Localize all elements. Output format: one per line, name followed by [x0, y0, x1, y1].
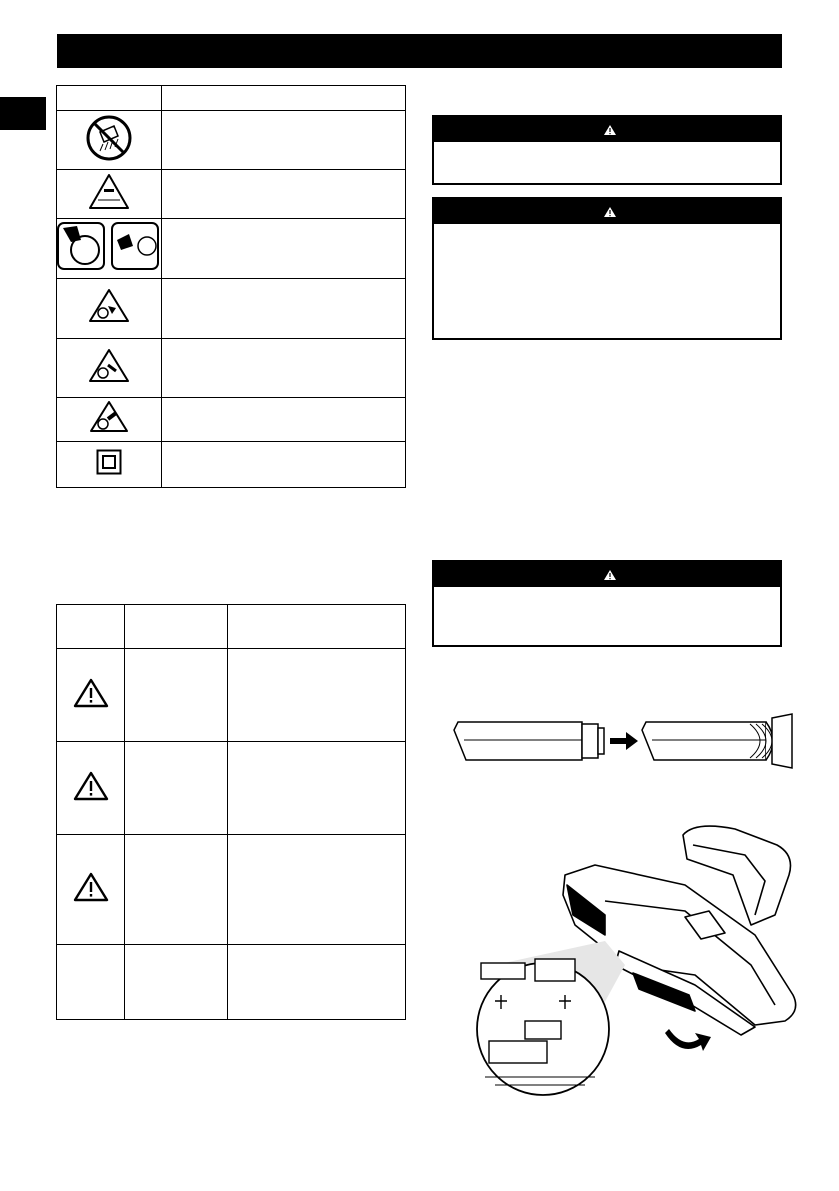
symbol-description	[162, 339, 406, 398]
no-rain-icon	[85, 114, 133, 162]
table-header-row	[57, 86, 406, 111]
table-row	[57, 170, 406, 219]
warning-box-header	[434, 199, 780, 224]
symbol-description	[162, 219, 406, 279]
signal-word	[125, 835, 228, 945]
warning-triangle-icon	[73, 677, 109, 709]
signal-meaning	[228, 945, 406, 1020]
warning-triangle-icon	[603, 124, 617, 136]
table-row	[57, 835, 406, 945]
table-row	[57, 649, 406, 742]
symbol-description	[162, 442, 406, 488]
arrow-right-icon	[610, 732, 638, 750]
warning-triangle-icon	[73, 871, 109, 903]
symbol-description	[162, 170, 406, 219]
signal-word	[125, 945, 228, 1020]
table-row	[57, 339, 406, 398]
signal-meaning	[228, 742, 406, 835]
symbol-description	[162, 111, 406, 170]
table-row	[57, 742, 406, 835]
symbol-description	[162, 398, 406, 442]
table-row	[57, 945, 406, 1020]
blower-latch-illustration	[455, 815, 810, 1097]
signal-word	[125, 742, 228, 835]
warning-triangle-icon	[603, 569, 617, 581]
table-header-cell	[57, 605, 125, 649]
double-insulation-icon	[96, 449, 122, 475]
fan-injury-icon	[88, 288, 130, 324]
table-row	[57, 279, 406, 339]
signal-word	[125, 649, 228, 742]
symbols-table	[56, 85, 406, 488]
warning-box	[432, 115, 782, 185]
table-row	[57, 442, 406, 488]
signal-icon-empty	[57, 945, 125, 1020]
table-header-row	[57, 605, 406, 649]
tube-assembly-illustration	[450, 708, 810, 778]
symbol-description	[162, 279, 406, 339]
rotating-impeller-hand-icon	[57, 220, 161, 272]
warning-box	[432, 560, 782, 647]
signal-meaning	[228, 649, 406, 742]
warning-triangle-icon	[73, 770, 109, 802]
fan-injury-icon-2	[88, 348, 130, 384]
warning-box	[432, 197, 782, 340]
table-header-cell	[125, 605, 228, 649]
warning-box-header	[434, 562, 780, 587]
language-tab	[0, 97, 46, 130]
table-header-cell	[228, 605, 406, 649]
header-bar	[57, 34, 782, 68]
table-row	[57, 219, 406, 279]
table-row	[57, 398, 406, 442]
warning-box-header	[434, 117, 780, 142]
warning-triangle-icon	[603, 206, 617, 218]
signal-meaning	[228, 835, 406, 945]
signal-words-table	[56, 604, 406, 1020]
table-row	[57, 111, 406, 170]
fan-injury-icon-3	[89, 400, 129, 434]
table-header-cell	[57, 86, 162, 111]
table-header-cell	[162, 86, 406, 111]
rotate-arrow-icon	[665, 1029, 711, 1051]
bystander-distance-icon	[88, 173, 130, 211]
